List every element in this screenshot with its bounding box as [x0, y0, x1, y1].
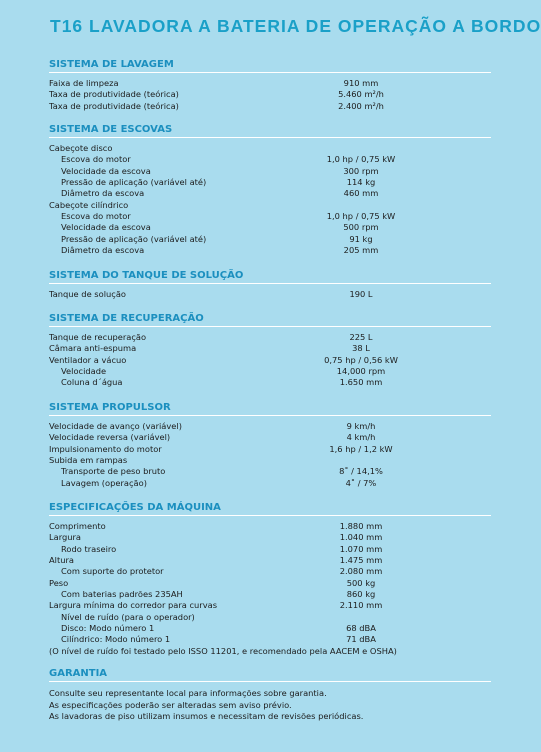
- spec-row: [49, 222, 491, 233]
- spec-row: [49, 544, 491, 555]
- section-propulsor: [49, 401, 491, 489]
- spec-label: Ventilador a vácuo: [49, 354, 127, 365]
- spec-row: [49, 623, 491, 634]
- spec-row: [49, 478, 491, 489]
- spec-row: [49, 200, 491, 211]
- spec-value: 1,0 hp / 0,75 kW: [326, 211, 396, 222]
- spec-label: Tanque de solução: [49, 289, 126, 299]
- spec-value: 1.880 mm: [339, 521, 383, 531]
- noise-test-note: (O nível de ruído foi testado pelo ISSO 11201, e recomendado pela AACEM e OSHA): [49, 645, 397, 656]
- spec-row: [49, 600, 491, 611]
- spec-row: [49, 245, 491, 256]
- spec-value: 0,75 hp / 0,56 kW: [324, 354, 398, 365]
- page-title: T16 LAVADORA A BATERIA DE OPERAÇÃO A BORDO: [50, 16, 541, 36]
- spec-label: Velocidade: [61, 366, 107, 377]
- spec-row: [49, 89, 491, 100]
- spec-label: Velocidade de avanço (variável): [49, 421, 182, 431]
- spec-row: [49, 234, 491, 245]
- section-heading: SISTEMA PROPULSOR: [49, 401, 491, 416]
- spec-label: Diâmetro da escova: [61, 188, 145, 199]
- spec-rows: [49, 521, 491, 646]
- spec-rows: [49, 289, 491, 300]
- spec-row: [49, 78, 491, 89]
- section-heading: SISTEMA DE LAVAGEM: [49, 58, 491, 73]
- spec-value: 14,000 rpm: [336, 366, 386, 377]
- spec-row: [49, 332, 491, 343]
- spec-value: 460 mm: [343, 188, 379, 199]
- spec-value: 1.040 mm: [339, 532, 383, 543]
- spec-value: 71 dBA: [346, 634, 376, 645]
- spec-value: 300 rpm: [343, 165, 379, 176]
- spec-value: 860 kg: [346, 589, 376, 600]
- spec-row: [49, 177, 491, 188]
- spec-row: [49, 566, 491, 577]
- spec-value: 8˚ / 14,1%: [339, 466, 383, 477]
- spec-label: Subida em rampas: [49, 455, 128, 466]
- spec-label: Taxa de produtividade (teórica): [49, 89, 179, 100]
- spec-row: [49, 589, 491, 600]
- spec-value: 1.070 mm: [339, 543, 383, 554]
- spec-row: [49, 444, 491, 455]
- spec-value: 500 rpm: [343, 222, 379, 233]
- spec-label: Rodo traseiro: [61, 543, 117, 554]
- spec-row: [49, 366, 491, 377]
- section-heading: GARANTIA: [49, 667, 491, 682]
- spec-row: [49, 289, 491, 300]
- spec-row: [49, 612, 491, 623]
- warranty-lines: [49, 688, 491, 723]
- section-garantia: [49, 667, 491, 723]
- section-heading: ESPECIFICAÇÕES DA MÁQUINA: [49, 501, 491, 516]
- spec-value: 114 kg: [346, 177, 376, 188]
- spec-value: 4˚ / 7%: [345, 477, 377, 488]
- spec-rows: [49, 332, 491, 389]
- spec-label: Cabeçote disco: [49, 143, 113, 153]
- section-lavagem: [49, 58, 491, 112]
- spec-label: Cilíndrico: Modo número 1: [61, 634, 171, 645]
- spec-label: Disco: Modo número 1: [61, 623, 155, 634]
- spec-label: Lavagem (operação): [61, 477, 147, 488]
- section-escovas: [49, 123, 491, 256]
- spec-value: 910 mm: [343, 78, 379, 88]
- spec-row: [49, 377, 491, 388]
- warranty-line: Consulte seu representante local para informações sobre garantia.: [49, 688, 327, 698]
- spec-value: 500 kg: [346, 577, 376, 588]
- spec-value: 2.110 mm: [339, 600, 383, 611]
- spec-row: [49, 455, 491, 466]
- spec-label: Câmara anti-espuma: [49, 343, 137, 354]
- spec-rows: [49, 143, 491, 256]
- spec-row: [49, 154, 491, 165]
- spec-row: [49, 466, 491, 477]
- section-tanque-solucao: [49, 269, 491, 300]
- section-heading: SISTEMA DE ESCOVAS: [49, 123, 491, 138]
- section-heading: SISTEMA DE RECUPERAÇÃO: [49, 312, 491, 327]
- spec-value: 38 L: [352, 343, 370, 354]
- spec-label: Pressão de aplicação (variável até): [61, 233, 207, 244]
- warranty-line: As especificações poderão ser alteradas sem aviso prévio.: [49, 699, 292, 710]
- spec-label: Impulsionamento do motor: [49, 443, 162, 454]
- spec-row: [49, 555, 491, 566]
- spec-label: Peso: [49, 577, 69, 588]
- spec-value: 91 kg: [349, 233, 373, 244]
- spec-value: 4 km/h: [346, 432, 376, 443]
- spec-value: 2.400 m²/h: [338, 100, 384, 111]
- spec-label: Altura: [49, 555, 74, 566]
- spec-value: 2.080 mm: [339, 566, 383, 577]
- spec-label: Transporte de peso bruto: [61, 466, 166, 477]
- spec-label: Largura: [49, 532, 81, 543]
- spec-row: [49, 188, 491, 199]
- section-recuperacao: [49, 312, 491, 389]
- spec-row: [49, 355, 491, 366]
- spec-label: Largura mínima do corredor para curvas: [49, 600, 218, 611]
- spec-label: Comprimento: [49, 521, 106, 531]
- spec-row: [49, 634, 491, 645]
- spec-row: [49, 211, 491, 222]
- section-especificacoes-maquina: [49, 501, 491, 657]
- spec-label: Coluna d´água: [61, 377, 123, 388]
- spec-value: 1.475 mm: [339, 555, 383, 566]
- spec-rows: [49, 78, 491, 112]
- spec-row: [49, 521, 491, 532]
- spec-value: 1,6 hp / 1,2 kW: [329, 443, 393, 454]
- spec-label: Diâmetro da escova: [61, 245, 145, 256]
- spec-label: Velocidade da escova: [61, 222, 151, 233]
- spec-label: Escova do motor: [61, 211, 131, 222]
- spec-label: Com baterias padrões 235AH: [61, 589, 183, 600]
- spec-label: Velocidade reversa (variável): [49, 432, 171, 443]
- spec-value: 1.650 mm: [339, 377, 383, 388]
- spec-row: [49, 432, 491, 443]
- section-heading: SISTEMA DO TANQUE DE SOLUÇÃO: [49, 269, 491, 284]
- spec-value: 5.460 m²/h: [338, 89, 384, 100]
- spec-label: Cabeçote cilíndrico: [49, 199, 129, 210]
- spec-rows: [49, 421, 491, 489]
- spec-value: 68 dBA: [346, 623, 376, 634]
- spec-label: Taxa de produtividade (teórica): [49, 100, 179, 111]
- spec-label: Nível de ruído (para o operador): [61, 611, 195, 622]
- spec-label: Faixa de limpeza: [49, 78, 119, 88]
- spec-row: [49, 166, 491, 177]
- spec-value: 205 mm: [343, 245, 379, 256]
- spec-label: Velocidade da escova: [61, 165, 151, 176]
- spec-row: [49, 421, 491, 432]
- spec-value: 1,0 hp / 0,75 kW: [326, 154, 396, 165]
- spec-row: [49, 143, 491, 154]
- spec-value: 190 L: [349, 289, 373, 299]
- spec-row: [49, 343, 491, 354]
- spec-value: 225 L: [349, 332, 373, 342]
- warranty-line: As lavadoras de piso utilizam insumos e necessitam de revisões periódicas.: [49, 711, 364, 722]
- spec-row: [49, 101, 491, 112]
- spec-label: Tanque de recuperação: [49, 332, 147, 342]
- spec-label: Com suporte do protetor: [61, 566, 164, 577]
- spec-row: [49, 578, 491, 589]
- spec-row: [49, 532, 491, 543]
- spec-label: Pressão de aplicação (variável até): [61, 177, 207, 188]
- spec-label: Escova do motor: [61, 154, 131, 165]
- spec-value: 9 km/h: [346, 421, 376, 431]
